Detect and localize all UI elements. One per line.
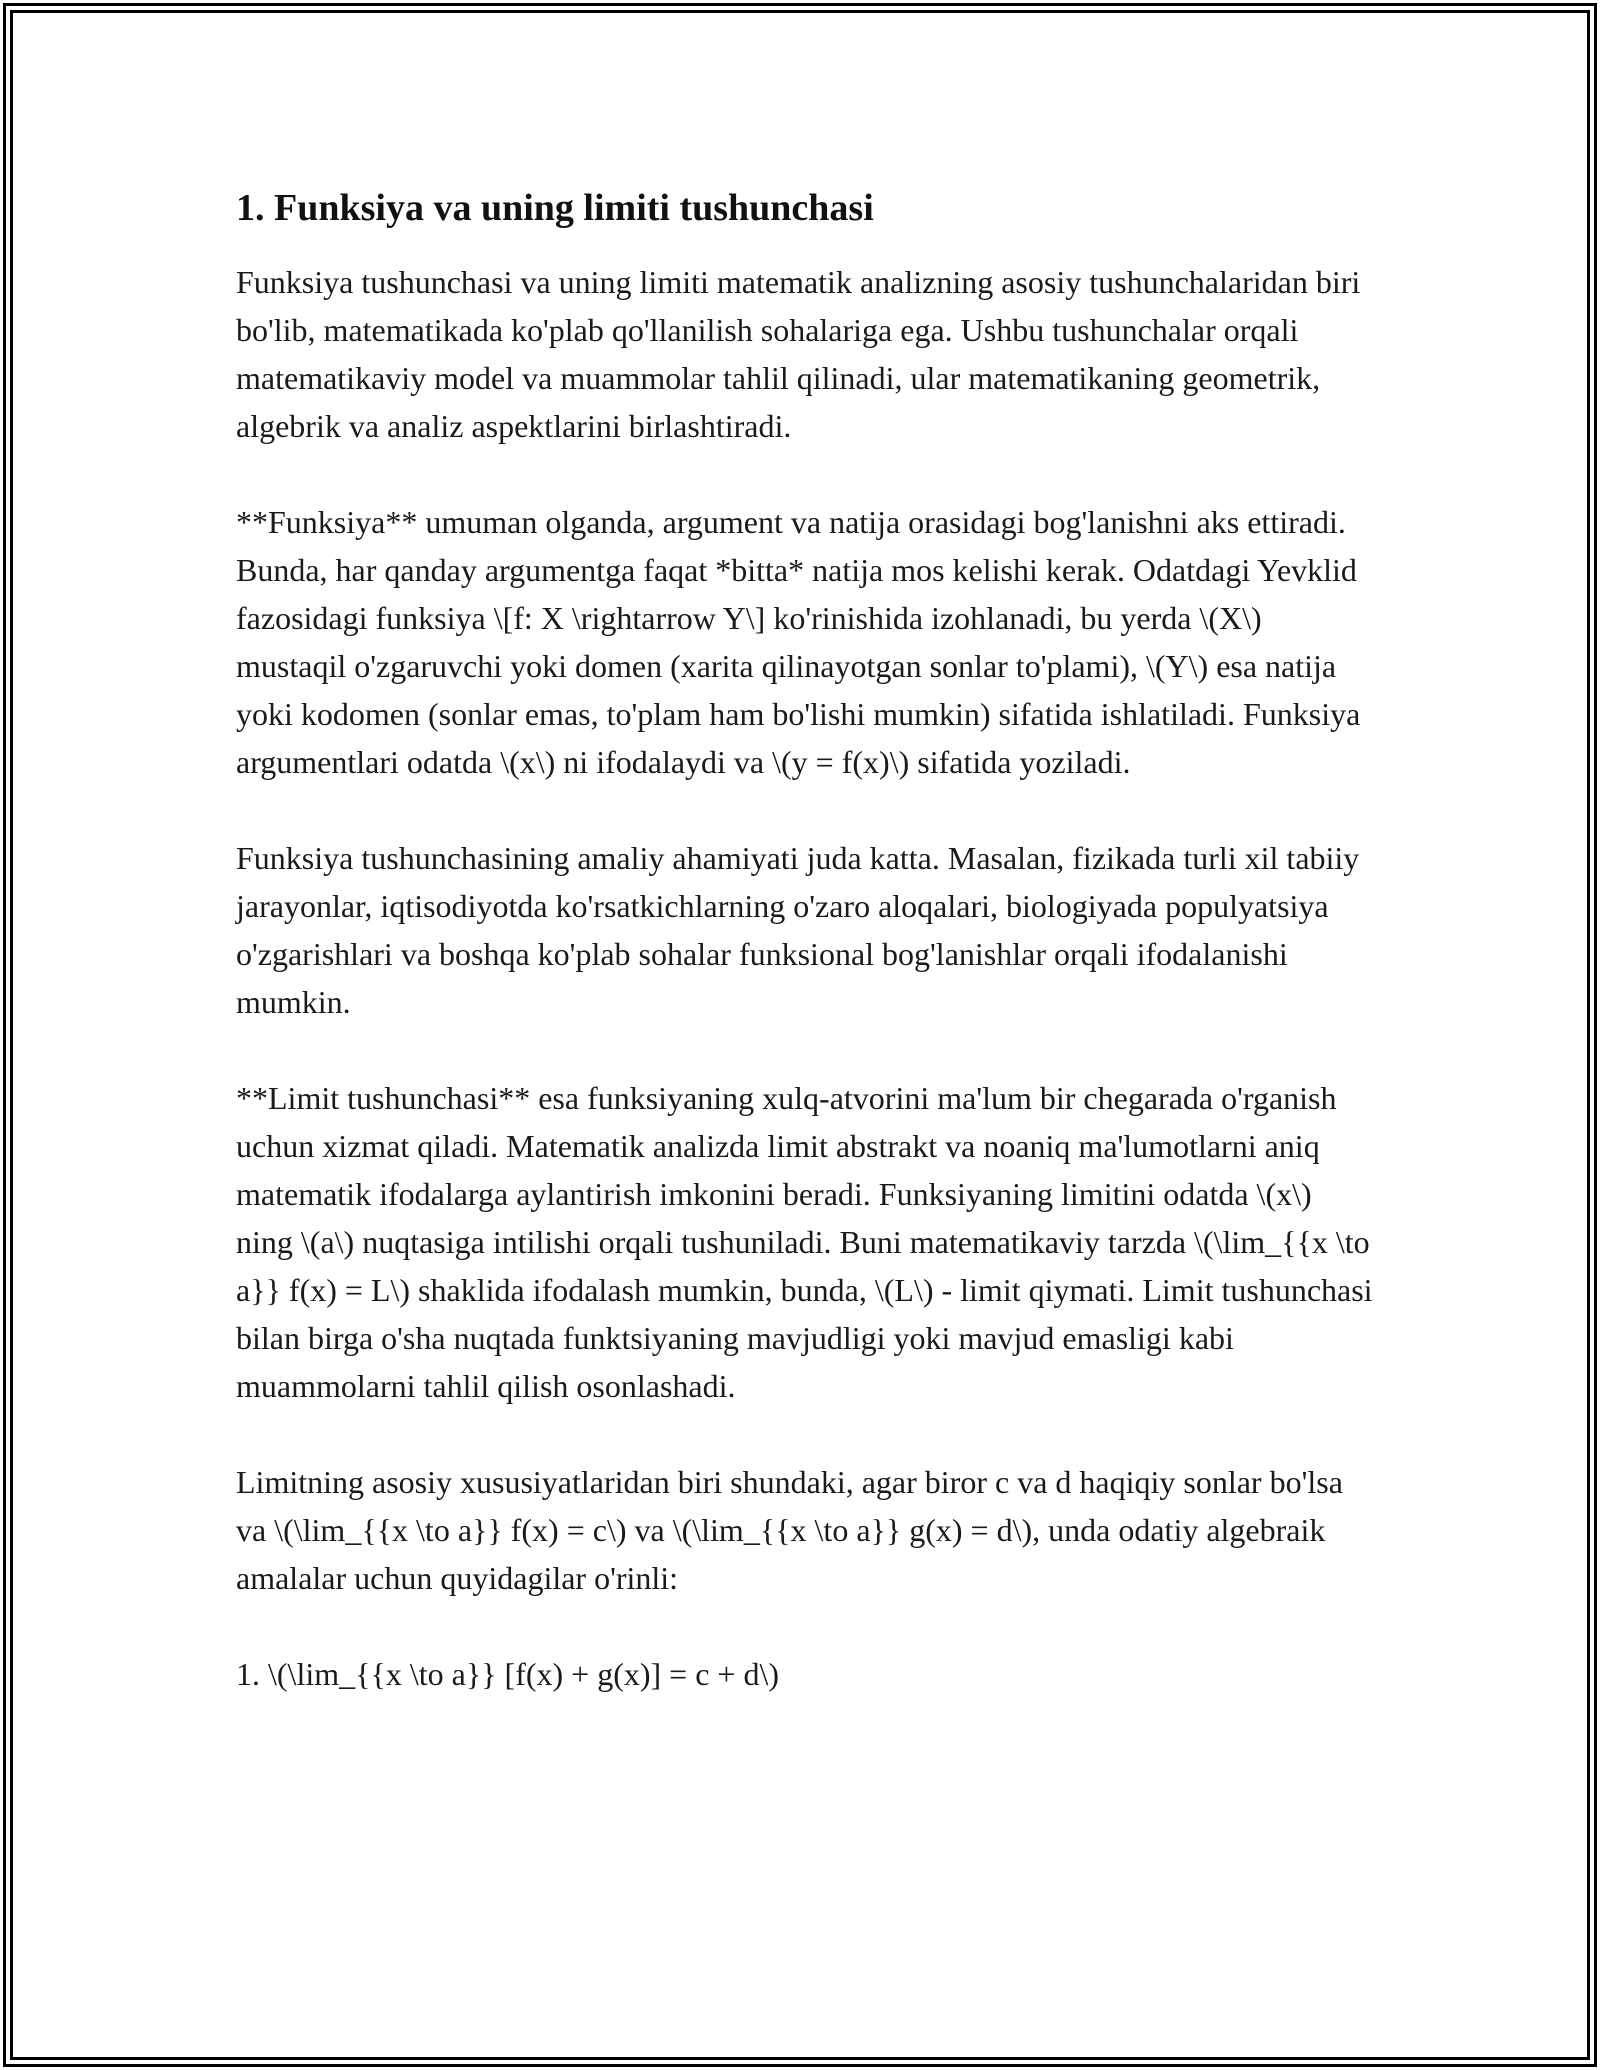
document-body — [236, 186, 1376, 1746]
paragraph-limit-definition: **Limit tushunchasi** esa funksiyaning xulq-atvorini ma'lum bir chegarada o'rganish uchun xizmat qiladi. Matematik analizda limit abstrakt va noaniq ma'lumotlarni aniq matematik ifodalarga aylantirish imkonini beradi. Funksiyaning limitini odatda \(x\) ning \(a\) nuqtasiga intilishi orqali tushuniladi. Buni matematikaviy tarzda \(\lim_{{x \to a}} f(x) = L\) shaklida ifodalash mumkin, bunda, \(L\) - limit qiymati. Limit tushunchasi bilan birga o'sha nuqtada funktsiyaning mavjudligi yoki mavjud emasligi kabi muammolarni tahlil qilish osonlashadi. — [236, 1079, 1373, 1404]
paragraph-function-definition: **Funksiya** umuman olganda, argument va natija orasidagi bog'lanishni aks ettiradi. Bunda, har qanday argumentga faqat *bitta* natija mos kelishi kerak. Odatdagi Yevklid fazosidagi funksiya \[f: X \rightarrow Y\] ko'rinishida izohlanadi, bu yerda \(X\) mustaqil o'zgaruvchi yoki domen (xarita qilinayotgan sonlar to'plami), \(Y\) esa natija yoki kodomen (sonlar emas, to'plam ham bo'lishi mumkin) sifatida ishlatiladi. Funksiya argumentlari odatda \(x\) ni ifodalaydi va \(y = f(x)\) sifatida yoziladi. — [236, 503, 1361, 780]
list-item-limit-sum: 1. \(\lim_{{x \to a}} [f(x) + g(x)] = c + d\) — [236, 1655, 780, 1692]
section-heading: 1. Funksiya va uning limiti tushunchasi — [236, 187, 874, 229]
paragraph-intro: Funksiya tushunchasi va uning limiti matematik analizning asosiy tushunchalaridan biri bo'lib, matematikada ko'plab qo'llanilish sohalariga ega. Ushbu tushunchalar orqali matematikaviy model va muammolar tahlil qilinadi, ular matematikaning geometrik, algebrik va analiz aspektlarini birlashtiradi. — [236, 263, 1361, 444]
paragraph-limit-properties: Limitning asosiy xususiyatlaridan biri shundaki, agar biror c va d haqiqiy sonlar bo'lsa va \(\lim_{{x \to a}} f(x) = c\) va \(\lim_{{x \to a}} g(x) = d\), unda odatiy algebraik amalalar uchun quyidagilar o'rinli: — [236, 1463, 1343, 1596]
paragraph-function-applications: Funksiya tushunchasining amaliy ahamiyati juda katta. Masalan, fizikada turli xil tabiiy jarayonlar, iqtisodiyotda ko'rsatkichlarning o'zaro aloqalari, biologiyada populyatsiya o'zgarishlari va boshqa ko'plab sohalar funksional bog'lanishlar orqali ifodalanishi mumkin. — [236, 839, 1360, 1020]
